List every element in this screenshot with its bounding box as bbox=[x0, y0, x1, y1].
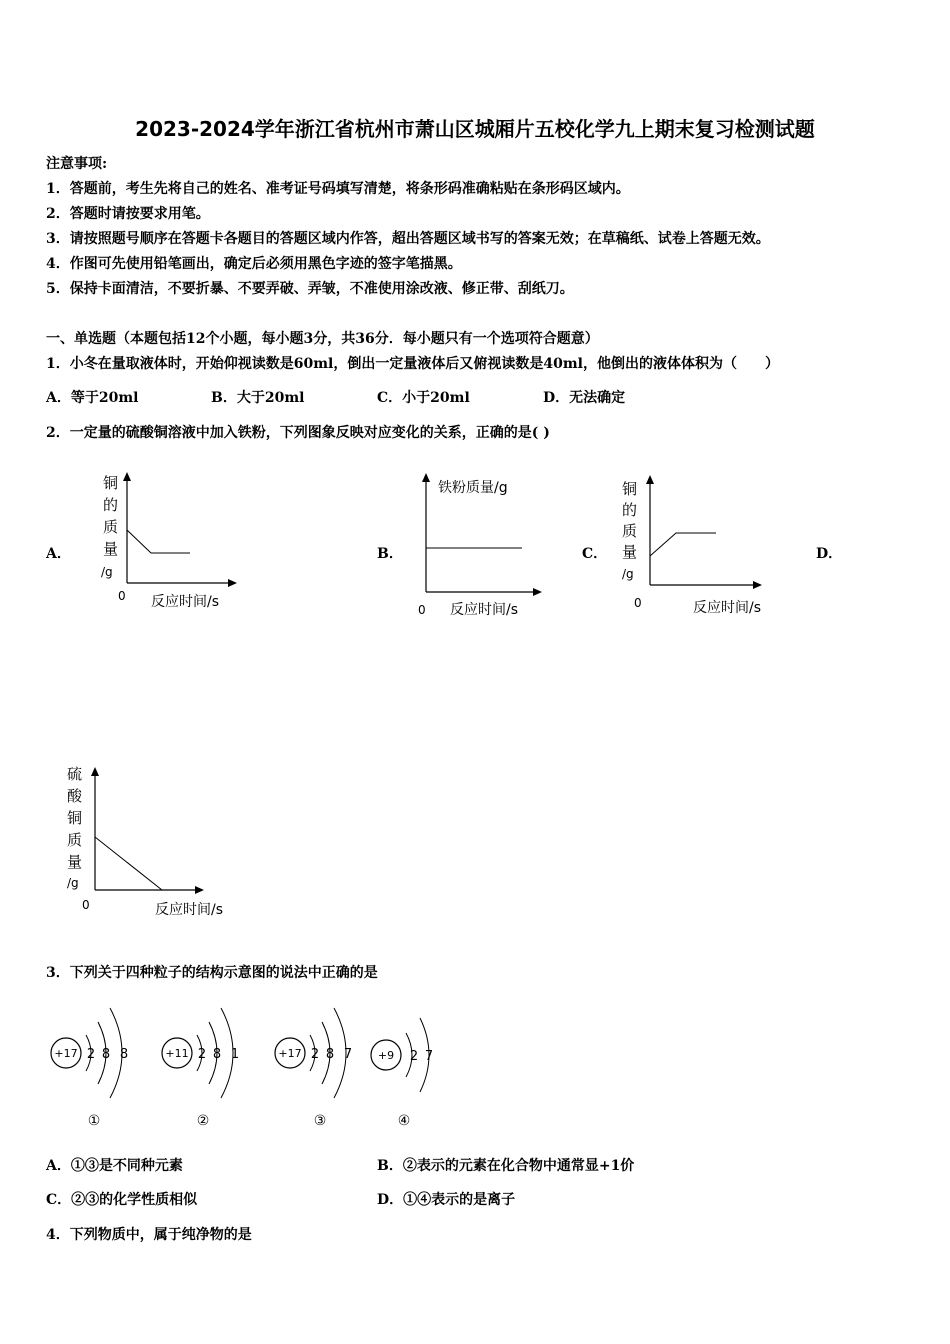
notice-item: 2．答题时请按要求用笔。 bbox=[46, 206, 210, 222]
question-4-stem: 4．下列物质中，属于纯净物的是 bbox=[46, 1227, 252, 1243]
question-1-stem: 1．小冬在量取液体时，开始仰视读数是60ml，倒出一定量液体后又俯视读数是40ml，他倒出的液体体积为（ ） bbox=[46, 356, 779, 372]
q2-graph-c bbox=[618, 472, 778, 620]
graph-line bbox=[127, 530, 190, 553]
y-axis-arrow-icon bbox=[422, 473, 430, 482]
y-label: 质 bbox=[622, 522, 638, 540]
particle-label: ③ bbox=[313, 1113, 327, 1129]
particle-label: ④ bbox=[397, 1113, 411, 1129]
y-label: 的 bbox=[103, 496, 119, 514]
shell-electrons: 2 bbox=[310, 1047, 320, 1062]
q1-option-b: B．大于20ml bbox=[211, 390, 305, 406]
origin-label: 0 bbox=[82, 898, 90, 912]
y-label: 量 bbox=[67, 853, 83, 871]
nucleus-charge: +11 bbox=[165, 1047, 189, 1060]
y-label: 的 bbox=[622, 501, 638, 519]
shell-electrons: 2 bbox=[409, 1049, 419, 1064]
nucleus-charge: +17 bbox=[278, 1047, 302, 1060]
graph-line bbox=[95, 837, 162, 890]
y-label: 质 bbox=[67, 831, 83, 849]
q1-option-a: A．等于20ml bbox=[46, 390, 139, 406]
q3-option-b: B．②表示的元素在化合物中通常显+1价 bbox=[377, 1158, 635, 1174]
x-axis-arrow-icon bbox=[533, 588, 542, 596]
shell-electrons: 8 bbox=[325, 1047, 335, 1062]
origin-label: 0 bbox=[634, 596, 642, 610]
q2-label-a: A． bbox=[46, 546, 71, 562]
q2-graph-b bbox=[410, 470, 550, 620]
x-label: 反应时间/s bbox=[693, 600, 762, 616]
y-label: 铜 bbox=[103, 474, 119, 492]
y-axis-arrow-icon bbox=[123, 472, 131, 481]
q2-label-b: B． bbox=[377, 546, 403, 562]
y-label: 硫 bbox=[67, 765, 83, 783]
particle-diagram-2 bbox=[157, 1000, 257, 1132]
question-2-stem: 2．一定量的硫酸铜溶液中加入铁粉，下列图象反映对应变化的关系，正确的是( ) bbox=[46, 425, 550, 441]
y-axis-arrow-icon bbox=[91, 767, 99, 776]
notice-item: 1．答题前，考生先将自己的姓名、准考证号码填写清楚，将条形码准确粘贴在条形码区域内。 bbox=[46, 181, 630, 197]
y-label: 铜 bbox=[67, 809, 83, 827]
q3-option-c: C．②③的化学性质相似 bbox=[46, 1192, 198, 1208]
nucleus-charge: +17 bbox=[54, 1047, 78, 1060]
q3-option-a: A．①③是不同种元素 bbox=[46, 1158, 183, 1174]
notice-item: 5．保持卡面清洁，不要折暴、不要弄破、弄皱，不准使用涂改液、修正带、刮纸刀。 bbox=[46, 281, 574, 297]
x-axis-arrow-icon bbox=[228, 579, 237, 587]
y-label: /g bbox=[67, 876, 79, 890]
q2-label-c: C． bbox=[582, 546, 608, 562]
y-label: 量 bbox=[622, 543, 638, 561]
shell-electrons: 8 bbox=[212, 1047, 222, 1062]
y-label: 质 bbox=[103, 518, 119, 536]
y-label: 酸 bbox=[67, 787, 83, 805]
x-axis-arrow-icon bbox=[195, 886, 204, 894]
section-heading: 一、单选题（本题包括12个小题，每小题3分，共36分．每小题只有一个选项符合题意） bbox=[46, 331, 599, 347]
x-axis-arrow-icon bbox=[753, 581, 762, 589]
x-label: 反应时间/s bbox=[151, 594, 220, 610]
q2-graph-d bbox=[62, 762, 252, 922]
shell-electrons: 8 bbox=[101, 1047, 111, 1062]
origin-label: 0 bbox=[118, 589, 126, 603]
particle-label: ① bbox=[87, 1113, 101, 1129]
notice-item: 3．请按照题号顺序在答题卡各题目的答题区域内作答，超出答题区域书写的答案无效；在草稿纸、试卷上答题无效。 bbox=[46, 231, 770, 247]
q1-option-c: C．小于20ml bbox=[377, 390, 470, 406]
y-label: 铜 bbox=[622, 480, 638, 498]
y-label: 量 bbox=[103, 540, 119, 558]
q1-option-d: D．无法确定 bbox=[543, 390, 626, 406]
graph-line bbox=[650, 533, 716, 556]
shell-electrons: 7 bbox=[424, 1049, 434, 1064]
y-label: /g bbox=[101, 565, 113, 579]
particle-diagram-4 bbox=[366, 1000, 456, 1132]
question-3-stem: 3．下列关于四种粒子的结构示意图的说法中正确的是 bbox=[46, 965, 378, 981]
shell-electrons: 2 bbox=[86, 1047, 96, 1062]
page-title: 2023-2024学年浙江省杭州市萧山区城厢片五校化学九上期末复习检测试题 bbox=[135, 117, 815, 141]
q2-label-d: D． bbox=[816, 546, 843, 562]
y-label: 铁粉质量/g bbox=[438, 480, 508, 496]
origin-label: 0 bbox=[418, 603, 426, 617]
particle-diagram-1 bbox=[46, 1000, 146, 1132]
nucleus-charge: +9 bbox=[377, 1049, 395, 1062]
x-label: 反应时间/s bbox=[155, 902, 224, 918]
q3-option-d: D．①④表示的是离子 bbox=[377, 1192, 516, 1208]
particle-label: ② bbox=[196, 1113, 210, 1129]
y-axis-arrow-icon bbox=[646, 475, 654, 484]
shell-electrons: 1 bbox=[230, 1047, 240, 1062]
notice-heading: 注意事项: bbox=[46, 156, 108, 172]
shell-electrons: 7 bbox=[343, 1047, 353, 1062]
notice-item: 4．作图可先使用铅笔画出，确定后必须用黑色字迹的签字笔描黑。 bbox=[46, 256, 462, 272]
q2-graph-a bbox=[95, 470, 245, 615]
shell-electrons: 8 bbox=[119, 1047, 129, 1062]
shell-electrons: 2 bbox=[197, 1047, 207, 1062]
particle-diagram-3 bbox=[270, 1000, 370, 1132]
y-label: /g bbox=[622, 567, 634, 581]
x-label: 反应时间/s bbox=[450, 602, 519, 618]
